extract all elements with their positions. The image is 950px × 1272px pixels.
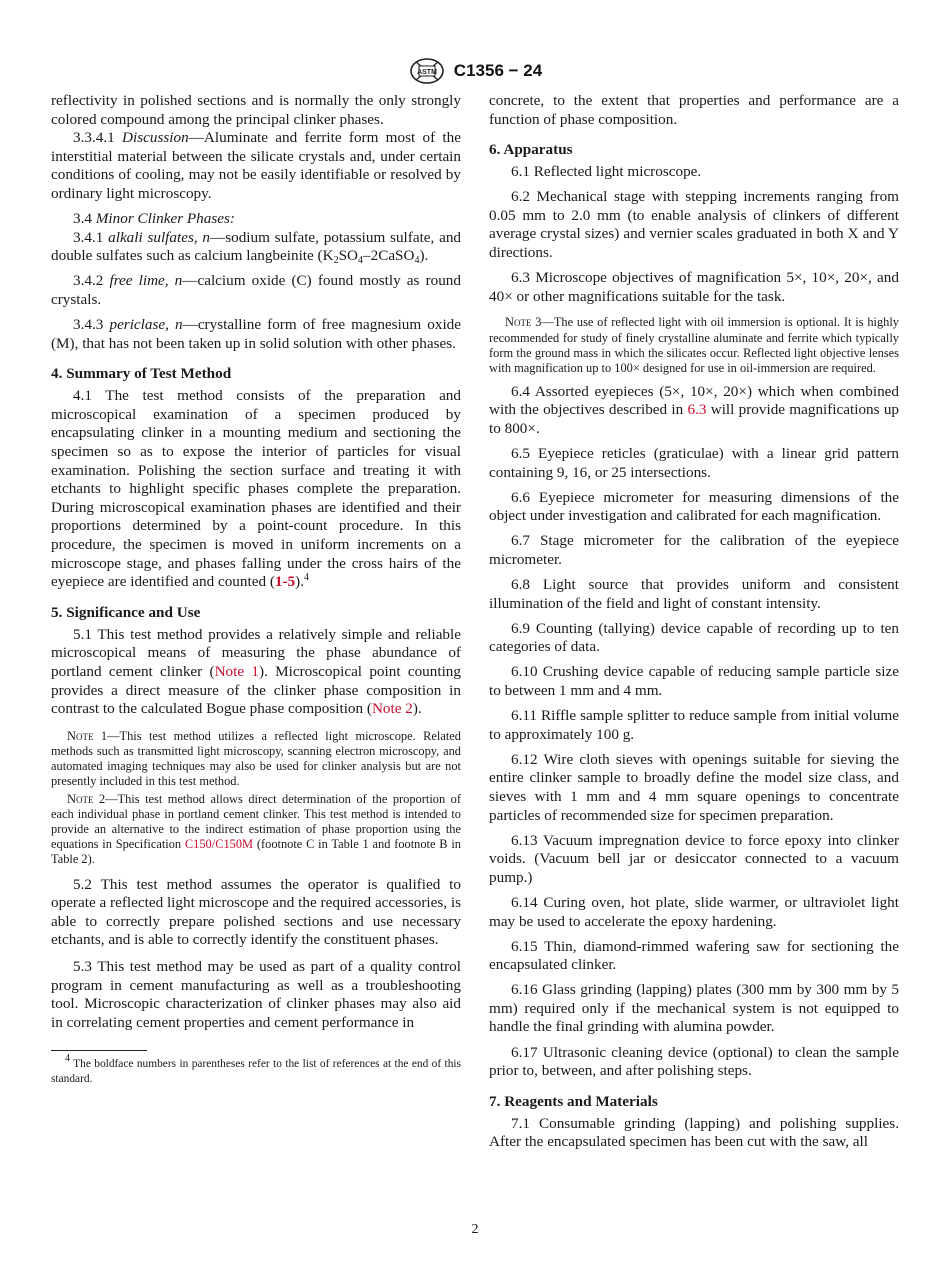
left-column xyxy=(51,92,461,1086)
footnote-divider xyxy=(51,1050,147,1051)
paragraph-6-8: 6.8 Light source that provides uniform and consistent illumination of the field and light of constant intensity. xyxy=(489,576,899,612)
paragraph-6-14: 6.14 Curing oven, hot plate, slide warmer, or ultraviolet light may be used to accelerate the epoxy hardening. xyxy=(489,893,899,930)
paragraph-3-3-4-1: 3.3.4.1 Discussion—Aluminate and ferrite form most of the interstitial material between the silicate crystals and, under certain conditions of cooling, may not be easily identifiable or resolved by ordinary light microscopy. xyxy=(51,129,461,202)
section-heading-7: 7. Reagents and Materials xyxy=(489,1092,658,1110)
paragraph-6-1: 6.1 Reflected light microscope. xyxy=(511,163,702,181)
note-1: Note 1—This test method utilizes a reflected light microscope. Related methods such as transmitted light microscopy, scanning electron microscopy, and automated imaging techniques may also be used for clinker analysis but are not presently included in this test method. xyxy=(51,728,461,789)
paragraph-3-4-3: 3.4.3 periclase, n—crystalline form of free magnesium oxide (M), that has not been taken up in solid solution with other phases. xyxy=(51,316,462,352)
paragraph-6-11: 6.11 Riffle sample splitter to reduce sample from initial volume to approximately 100 g. xyxy=(489,707,899,743)
section-heading-6: 6. Apparatus xyxy=(489,141,573,159)
right-column xyxy=(489,92,899,1152)
astm-logo-icon xyxy=(408,56,446,86)
page-header xyxy=(0,56,950,86)
paragraph-4-1: 4.1 The test method consists of the preparation and microscopical examination of a specimen produced by encapsulating clinker in a mounting medium and sectioning the specimen so as to expose the interior of particles for visual examination. Polishing the section surface and treating it with etchants to highlight specific phases complete the preparation. During microscopical examination phases are identified and their proportions determined by a point-count procedure. In this procedure, the specimen is moved in uniform increments on a microscope stage, and phases falling under the cross hairs of the eyepiece are identified and counted (1-5).$^4$ xyxy=(51,387,461,591)
paragraph-6-10: 6.10 Crushing device capable of reducing sample particle size to between 1 mm and 4 mm. xyxy=(489,663,899,699)
document-code: C1356 − 24 xyxy=(453,61,543,80)
paragraph-6-5: 6.5 Eyepiece reticles (graticulae) with a linear grid pattern containing 9, 16, or 25 intersections. xyxy=(489,444,899,481)
paragraph-6-12: 6.12 Wire cloth sieves with openings suitable for sieving the entire clinker sample to broadly define the model size class, and sieves with 1 mm and 4 mm square openings to concentrate particles of recommended size for specimen preparation. xyxy=(489,750,899,824)
note-3: Note 3—The use of reflected light with oil immersion is optional. It is highly recommended for study of finely crystalline aluminate and ferrite which typically form the ground mass in which the silicates occur. Reflected light objective lenses with magnification up to 100× designed for use in oil-immersion are required. xyxy=(489,315,899,375)
paragraph-6-15: 6.15 Thin, diamond-rimmed wafering saw for sectioning the encapsulated clinker. xyxy=(489,937,899,974)
section-6-3-link[interactable]: 6.3 xyxy=(687,401,707,419)
paragraph-6-3: 6.3 Microscope objectives of magnification 5×, 10×, 20×, and 40× or other magnifications suitable for the task. xyxy=(489,269,899,305)
note-1-link[interactable]: Note 1 xyxy=(214,662,259,680)
paragraph-6-17: 6.17 Ultrasonic cleaning device (optional) to clean the sample prior to, between, and after polishing steps. xyxy=(489,1043,899,1080)
paragraph-3-4-2: 3.4.2 free lime, n—calcium oxide (C) found mostly as round crystals. xyxy=(51,272,461,308)
paragraph-continuation-right: concrete, to the extent that properties and performance are a function of phase composition. xyxy=(489,92,899,128)
note-2: Note 2—This test method allows direct determination of the proportion of each individual phase in portland cement clinker. This test method is intended to provide an alternative to the indirect estimation of phase proportion using the equations in Specification C150/C150M (footnote C in Table 1 and footnote B in Table 2). xyxy=(51,791,461,867)
paragraph-continuation: reflectivity in polished sections and is normally the only strongly colored compound among the principal clinker phases. xyxy=(51,92,461,128)
paragraph-3-4-1: 3.4.1 alkali sulfates, n—sodium sulfate, potassium sulfate, and double sulfates such as calcium langbeinite $(K_2SO_4-2CaSO_4)$. xyxy=(51,228,462,267)
svg-text:ASTM: ASTM xyxy=(416,69,437,76)
paragraph-6-2: 6.2 Mechanical stage with stepping increments ranging from 0.05 mm to 2.0 mm (to enable analysis of clinkers of different average crystal sizes) and vernier scales graduated in both X and Y directions. xyxy=(489,188,899,262)
paragraph-5-3: 5.3 This test method may be used as part of a quality control program in cement manufacturing as well as a troubleshooting tool. Microscopic characterization of clinker phases may also aid in correlating cement properties and cement performance in xyxy=(51,957,461,1031)
paragraph-6-4: 6.4 Assorted eyepieces (5×, 10×, 20×) which when combined with the objectives described in 6.3 will provide magnifications up to 800×. xyxy=(489,382,900,437)
paragraph-6-7: 6.7 Stage micrometer for the calibration of the eyepiece micrometer. xyxy=(489,532,899,568)
reference-link-1-5[interactable]: 1-5 xyxy=(274,573,296,591)
paragraph-7-1: 7.1 Consumable grinding (lapping) and polishing supplies. After the encapsulated specimen has been cut with the saw, all xyxy=(489,1114,899,1151)
page-number: 2 xyxy=(471,1222,479,1237)
footnote-4: $^4$ The boldface numbers in parentheses refer to the list of references at the end of this standard. xyxy=(51,1053,461,1085)
paragraph-5-2: 5.2 This test method assumes the operator is qualified to operate a reflected light microscope and the required accessories, is able to correctly prepare polished sections and use necessary etchants, and is able to correctly identify the constituent phases. xyxy=(51,875,461,949)
section-heading-4: 4. Summary of Test Method xyxy=(51,365,232,383)
note-2-link[interactable]: Note 2 xyxy=(371,700,413,718)
c150-link[interactable]: C150/C150M xyxy=(184,837,254,852)
paragraph-6-9: 6.9 Counting (tallying) device capable of recording up to ten categories of data. xyxy=(489,619,899,656)
paragraph-6-16: 6.16 Glass grinding (lapping) plates (300 mm by 300 mm by 5 mm) required only if the mechanical system is not equipped to handle the final grinding with alumina powder. xyxy=(489,981,899,1036)
section-heading-5: 5. Significance and Use xyxy=(51,603,201,621)
paragraph-6-6: 6.6 Eyepiece micrometer for measuring dimensions of the object under investigation and calibrated for each magnification. xyxy=(489,488,899,525)
paragraph-3-4: 3.4 Minor Clinker Phases: xyxy=(73,210,235,228)
paragraph-5-1: 5.1 This test method provides a relatively simple and reliable microscopical means of measuring the phase abundance of portland cement clinker (Note 1). Microscopical point counting provides a direct measure of the clinker phase composition in contrast to the calculated Bogue phase composition (Note 2). xyxy=(51,625,461,718)
paragraph-6-13: 6.13 Vacuum impregnation device to force epoxy into clinker voids. (Vacuum bell jar or desiccator connected to a vacuum pump.) xyxy=(489,831,899,886)
